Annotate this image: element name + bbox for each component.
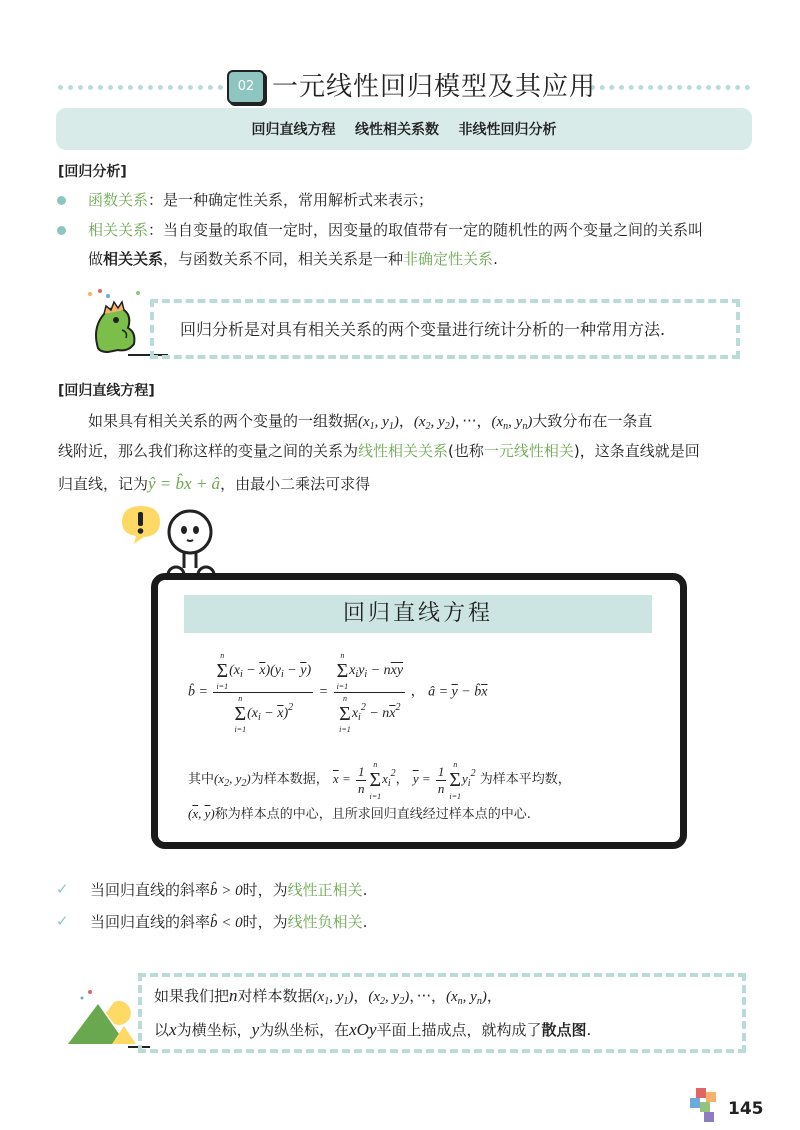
header-dots-right <box>590 85 750 90</box>
paragraph-line-3: 归直线，记为ŷ = b̂x + â，由最小二乘法可求得 <box>58 474 371 493</box>
regression-equation: ŷ = b̂x + â <box>148 474 221 493</box>
bullet-dot-2 <box>57 226 66 235</box>
data-pair-n: ($x_n$, $y_n$) <box>491 414 533 432</box>
mountain-pacman-icon <box>64 984 144 1050</box>
formula-line-2: 其中($x_2$, $y_2$)为样本数据， $\overline{x}$ = $\frac{1}{n}$ n Σ $i=1x_i^2$， $\overline{y}$ = $\frac{1}{n}$ n Σ $i=1y_i^2$ 为样本平均数， <box>188 760 571 801</box>
bullet-dot-1 <box>57 196 66 205</box>
bullet-correlation-relation: 相关关系：当自变量的取值一定时，因变量的取值带有一定的随机性的两个变量之间的关系叫 <box>88 221 704 239</box>
check-icon-1: ✓ <box>56 880 69 898</box>
header-dots-left <box>58 85 223 90</box>
note2-line-2: 以x为横坐标，y为纵坐标，在xOy平面上描成点，就构成了散点图. <box>154 1020 592 1039</box>
formula-box-title: 回归直线方程 <box>342 601 493 626</box>
section-heading-regression-line: [回归直线方程] <box>58 383 155 399</box>
note2-box <box>138 973 746 1053</box>
data-pair-1: ($x_1$, $y_1$) <box>358 414 399 432</box>
note1-text: 回归分析是对具有相关关系的两个变量进行统计分析的一种常用方法. <box>180 320 666 339</box>
term-non-deterministic: 非确定性关系 <box>403 250 494 268</box>
paragraph-line-1: 如果具有相关关系的两个变量的一组数据($x_1$, $y_1$)，($x_2$, $y_2$)，···，($x_n$, $y_n$)大致分布在一条直 <box>88 412 653 432</box>
check-item-negative: 当回归直线的斜率b̂ < 0时，为线性负相关. <box>90 913 368 931</box>
subtitle-bar <box>56 108 752 150</box>
section-heading-regression-analysis: [回归分析] <box>58 164 127 180</box>
data-pair-2: ($x_2$, $y_2$) <box>413 414 455 432</box>
formula-line-3: ($\overline{x}$, $\overline{y}$)称为样本点的中心，且所求回归直线经过样本点的中心. <box>188 806 531 822</box>
formula-box <box>151 573 687 849</box>
paragraph-line-2: 线附近，那么我们称这样的变量之间的关系为线性相关关系(也称一元线性相关)，这条直线就是回 <box>58 442 700 460</box>
bullet-function-relation: 函数关系：是一种确定性关系，常用解析式来表示； <box>88 191 434 209</box>
page-number: 145 <box>728 1099 764 1119</box>
check-item-positive: 当回归直线的斜率b̂ > 0时，为线性正相关. <box>90 881 368 899</box>
check-icon-2: ✓ <box>56 912 69 930</box>
chapter-title: 一元线性回归模型及其应用 <box>272 72 597 102</box>
bullet-correlation-relation-cont: 做相关关系，与函数关系不同，相关关系是一种非确定性关系. <box>88 250 498 268</box>
term-function-relation: 函数关系 <box>88 191 149 209</box>
formula-box-title-bar <box>184 595 652 633</box>
section-badge-number: 02 <box>237 79 255 94</box>
subtitle-text: 回归直线方程 线性相关系数 非线性回归分析 <box>251 122 557 138</box>
term-correlation-relation: 相关关系 <box>88 221 149 239</box>
section-badge <box>227 70 265 104</box>
slope-formula: b̂ = n Σ $i=1(x_i - \overline{x})(y_i - \overline{y})$ n Σ $i=1(x_i - \overline{x})^2$ = n Σ $i=1x_iy_i - n\overline{x}\overline{y}$ n Σ $i=1x_i^2 - n\overline{x}^2$ ， â = $\overline{y}$ − $b̂\overline{x}$ <box>188 651 488 734</box>
note2-line-1: 如果我们把n对样本数据($x_1$, $y_1$)，($x_2$, $y_2$)，···，($x_n$, $y_n$)， <box>154 986 502 1007</box>
exclamation-bubble-icon <box>118 502 164 546</box>
dinosaur-icon <box>78 288 158 356</box>
note1-box <box>150 299 740 359</box>
logo-icon <box>690 1088 720 1122</box>
